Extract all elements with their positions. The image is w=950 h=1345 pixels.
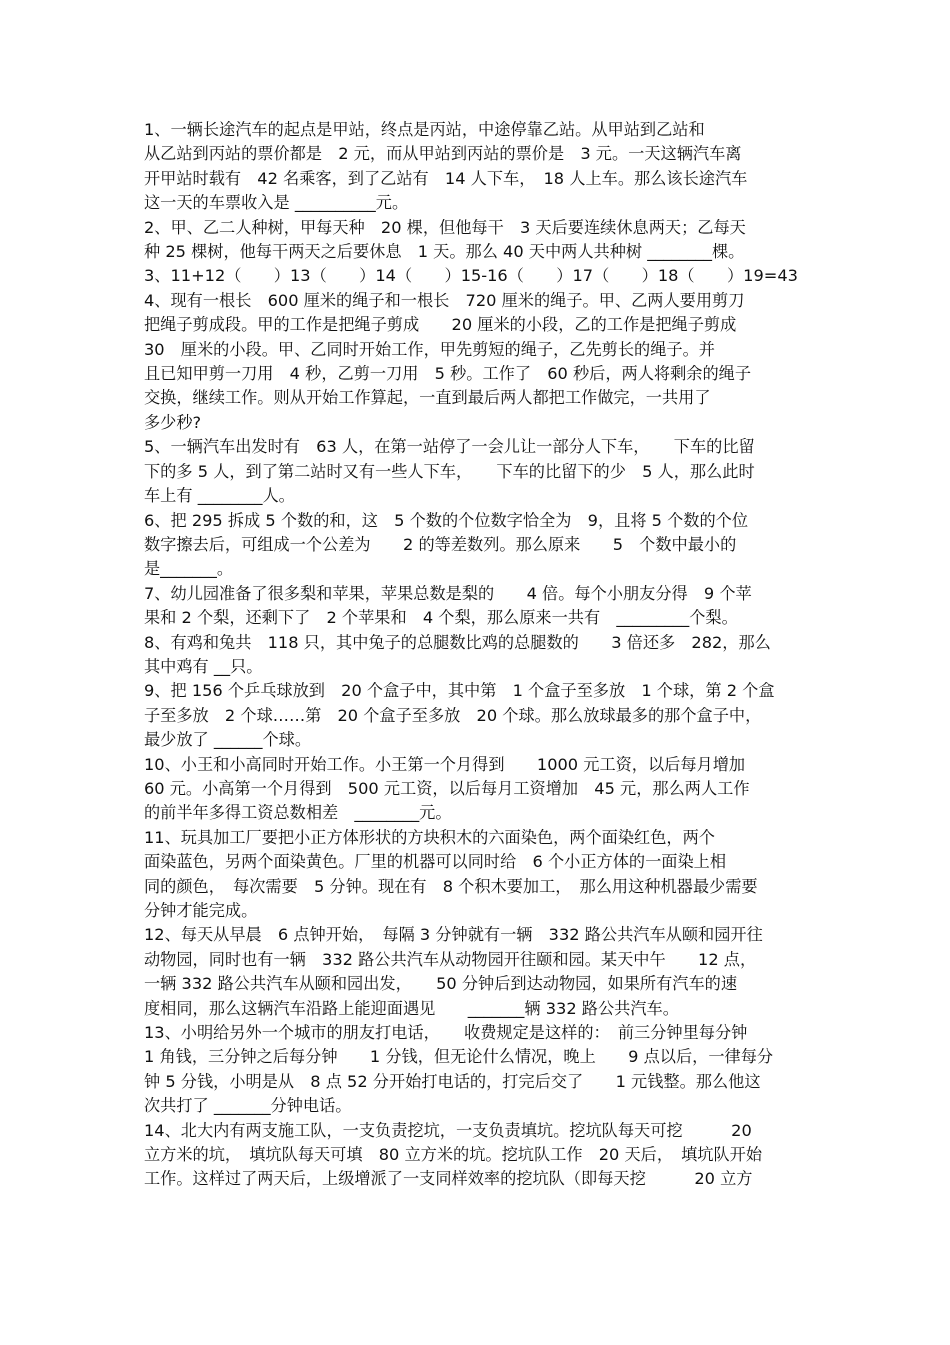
problem-8 [144,631,812,680]
problem-line: 分钟才能完成。 [144,901,258,920]
problem-line: 面染蓝色，另两个面染黄色。厂里的机器可以同时给 6 个小正方体的一面染上相 [144,852,727,872]
problem-14 [144,1119,812,1192]
problem-line: 种 25 棵树，他每干两天之后要休息 1 天。那么 40 天中两人共种树 ________棵。 [144,242,745,262]
problem-2 [144,216,812,265]
problem-line: 13、小明给另外一个城市的朋友打电话， 收费规定是这样的： 前三分钟里每分钟 [144,1023,748,1043]
problem-line: 多少秒? [144,412,202,432]
problem-7 [144,582,812,631]
problem-line: 8、有鸡和兔共 118 只，其中兔子的总腿数比鸡的总腿数的 3 倍还多 282，那么 [144,632,771,652]
problem-line: 6、把 295 拆成 5 个数的和，这 5 个数的个位数字恰全为 9，且将 5 个数的个位 [144,510,749,530]
problem-line: 这一天的车票收入是 __________元。 [144,193,409,213]
problem-line: 9、把 156 个乒乓球放到 20 个盒子中，其中第 1 个盒子至多放 1 个球，第 2 个盒 [144,681,775,701]
problem-line: 10、小王和小高同时开始工作。小王第一个月得到 1000 元工资，以后每月增加 [144,754,746,774]
problem-line: 其中鸡有 __只。 [144,656,263,676]
problem-line: 1 角钱，三分钟之后每分钟 1 分钱，但无论什么情况，晚上 9 点以后，一律每分 [144,1047,774,1067]
problem-10 [144,753,812,826]
problem-1 [144,118,812,216]
problem-line: 从乙站到丙站的票价都是 2 元，而从甲站到丙站的票价是 3 元。一天这辆汽车离 [144,144,742,164]
problem-line: 60 元。小高第一个月得到 500 元工资，以后每月工资增加 45 元，那么两人工作 [144,778,750,798]
problem-line: 12、每天从早晨 6 点钟开始， 每隔 3 分钟就有一辆 332 路公共汽车从颐和园开往 [144,925,763,945]
problem-12 [144,923,812,1021]
problem-line: 交换，继续工作。则从开始工作算起，一直到最后两人都把工作做完，一共用了 [144,388,711,408]
problem-line: 3、11+12（ ）13（ ）14（ ）15-16（ ）17（ ）18（ ）19=43 [144,266,798,286]
problem-line: 度相同，那么这辆汽车沿路上能迎面遇见 _______辆 332 路公共汽车。 [144,998,679,1018]
problem-line: 且已知甲剪一刀用 4 秒，乙剪一刀用 5 秒。工作了 60 秒后，两人将剩余的绳子 [144,364,752,384]
problem-11 [144,826,812,924]
problem-line: 次共打了 _______分钟电话。 [144,1096,352,1116]
problem-4 [144,289,812,435]
document-page [144,118,812,1192]
problem-line: 数字擦去后，可组成一个公差为 2 的等差数列。那么原来 5 个数中最小的 [144,534,737,554]
problem-3 [144,264,812,288]
problem-line: 5、一辆汽车出发时有 63 人，在第一站停了一会儿让一部分人下车， 下车的比留 [144,437,755,457]
problem-line: 最少放了 ______个球。 [144,730,312,750]
problem-line: 30 厘米的小段。甲、乙同时开始工作，甲先剪短的绳子，乙先剪长的绳子。并 [144,339,715,359]
problem-line: 果和 2 个梨，还剩下了 2 个苹果和 4 个梨，那么原来一共有 _________个梨。 [144,608,738,628]
problem-line: 7、幼儿园准备了很多梨和苹果，苹果总数是梨的 4 倍。每个小朋友分得 9 个苹 [144,583,752,603]
problem-line: 把绳子剪成段。甲的工作是把绳子剪成 20 厘米的小段，乙的工作是把绳子剪成 [144,315,737,335]
problem-line: 一辆 332 路公共汽车从颐和园出发， 50 分钟后到达动物园，如果所有汽车的速 [144,974,738,994]
problem-line: 动物园，同时也有一辆 332 路公共汽车从动物园开往颐和园。某天中午 12 点， [144,949,757,969]
problem-9 [144,679,812,752]
problem-line: 车上有 ________人。 [144,486,295,506]
problem-line: 下的多 5 人，到了第二站时又有一些人下车， 下车的比留下的少 5 人，那么此时 [144,461,755,481]
problem-line: 1、一辆长途汽车的起点是甲站，终点是丙站，中途停靠乙站。从甲站到乙站和 [144,120,705,139]
problem-line: 4、现有一根长 600 厘米的绳子和一根长 720 厘米的绳子。甲、乙两人要用剪刀 [144,290,745,310]
problem-line: 是_______。 [144,559,234,579]
problem-5 [144,435,812,508]
problem-13 [144,1021,812,1119]
problem-line: 工作。这样过了两天后，上级增派了一支同样效率的挖坑队（即每天挖 20 立方 [144,1169,753,1189]
problem-line: 11、玩具加工厂要把小正方体形状的方块积木的六面染色，两个面染红色，两个 [144,827,715,847]
problem-line: 立方米的坑， 填坑队每天可填 80 立方米的坑。挖坑队工作 20 天后， 填坑队开始 [144,1145,763,1165]
problem-line: 开甲站时载有 42 名乘客，到了乙站有 14 人下车， 18 人上车。那么该长途汽车 [144,168,748,188]
problem-line: 子至多放 2 个球……第 20 个盒子至多放 20 个球。那么放球最多的那个盒子中， [144,705,762,725]
problem-line: 14、北大内有两支施工队，一支负责挖坑，一支负责填坑。挖坑队每天可挖 20 [144,1120,752,1140]
problem-6 [144,509,812,582]
problem-line: 的前半年多得工资总数相差 ________元。 [144,803,452,823]
problem-line: 钟 5 分钱，小明是从 8 点 52 分开始打电话的，打完后交了 1 元钱整。那么他这 [144,1071,761,1091]
problem-line: 同的颜色， 每次需要 5 分钟。现在有 8 个积木要加工， 那么用这种机器最少需要 [144,876,758,896]
problem-line: 2、甲、乙二人种树，甲每天种 20 棵，但他每干 3 天后要连续休息两天；乙每天 [144,217,746,237]
